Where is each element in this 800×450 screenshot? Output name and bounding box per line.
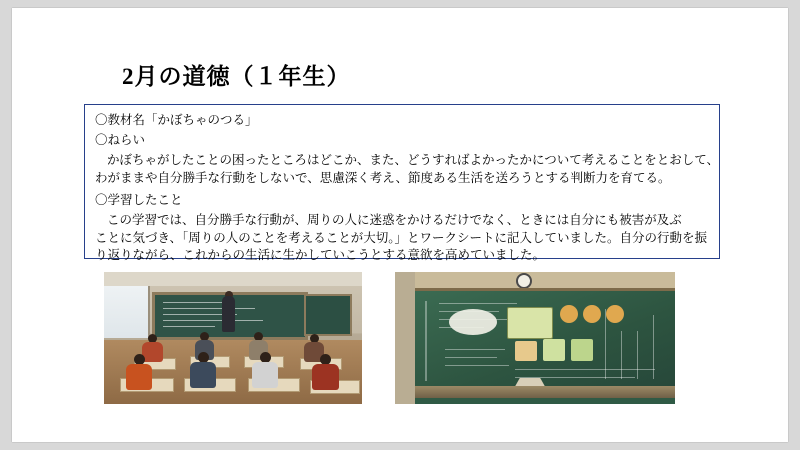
blackboard-surface [415,288,675,386]
learned-label: 〇学習したこと [95,193,183,207]
material-label: 〇教材名「かぼちゃのつる」 [95,113,258,127]
chalk-tray [415,386,675,398]
student-body [252,362,278,388]
clock-icon [516,273,532,289]
speech-bubble [449,309,497,335]
blackboard-upper-wall [395,272,675,288]
classroom-ceiling [104,272,362,286]
picture-card [571,339,593,361]
blackboard-photo [395,272,675,404]
aim-text-line-2: わがままや自分勝手な行動をしないで、思慮深く考え、節度ある生活を送ろうとする判断力を育てる。 [95,171,671,186]
learned-text-line-2: ことに気づき、「周りの人のことを考えることが大切。」とワークシートに記入していました。自分の行動を振 [95,230,708,245]
classroom-side-board [304,294,352,336]
student-body [142,342,163,362]
pumpkin-card [583,305,601,323]
worksheet-card [507,307,553,339]
student-body [312,364,339,390]
learned-text-line-3: り返りながら、これからの生活に生かしていこうとする意欲を高めていました。 [95,248,546,263]
picture-card [515,341,537,361]
content-box [84,104,720,263]
classroom-window [104,286,150,338]
learned-text-line-1: この学習では、自分勝手な行動が、周りの人に迷惑をかけるだけでなく、ときには自分にも被害が及ぶ [107,212,682,227]
aim-label: 〇ねらい [95,132,146,147]
teacher-figure [222,296,235,332]
student-body [126,364,152,390]
classroom-photo [104,272,362,404]
pumpkin-card [560,305,578,323]
aim-text-line-1: かぼちゃがしたことの困ったところはどこか、また、どうすればよかったかについて考えることをとおして、 [107,152,720,167]
picture-card [543,339,565,361]
student-body [190,362,216,388]
blackboard-left-wall [395,272,415,404]
pumpkin-card [606,305,624,323]
slide-canvas [12,8,788,442]
page-title: 2月の道徳（１年生） [122,64,351,89]
